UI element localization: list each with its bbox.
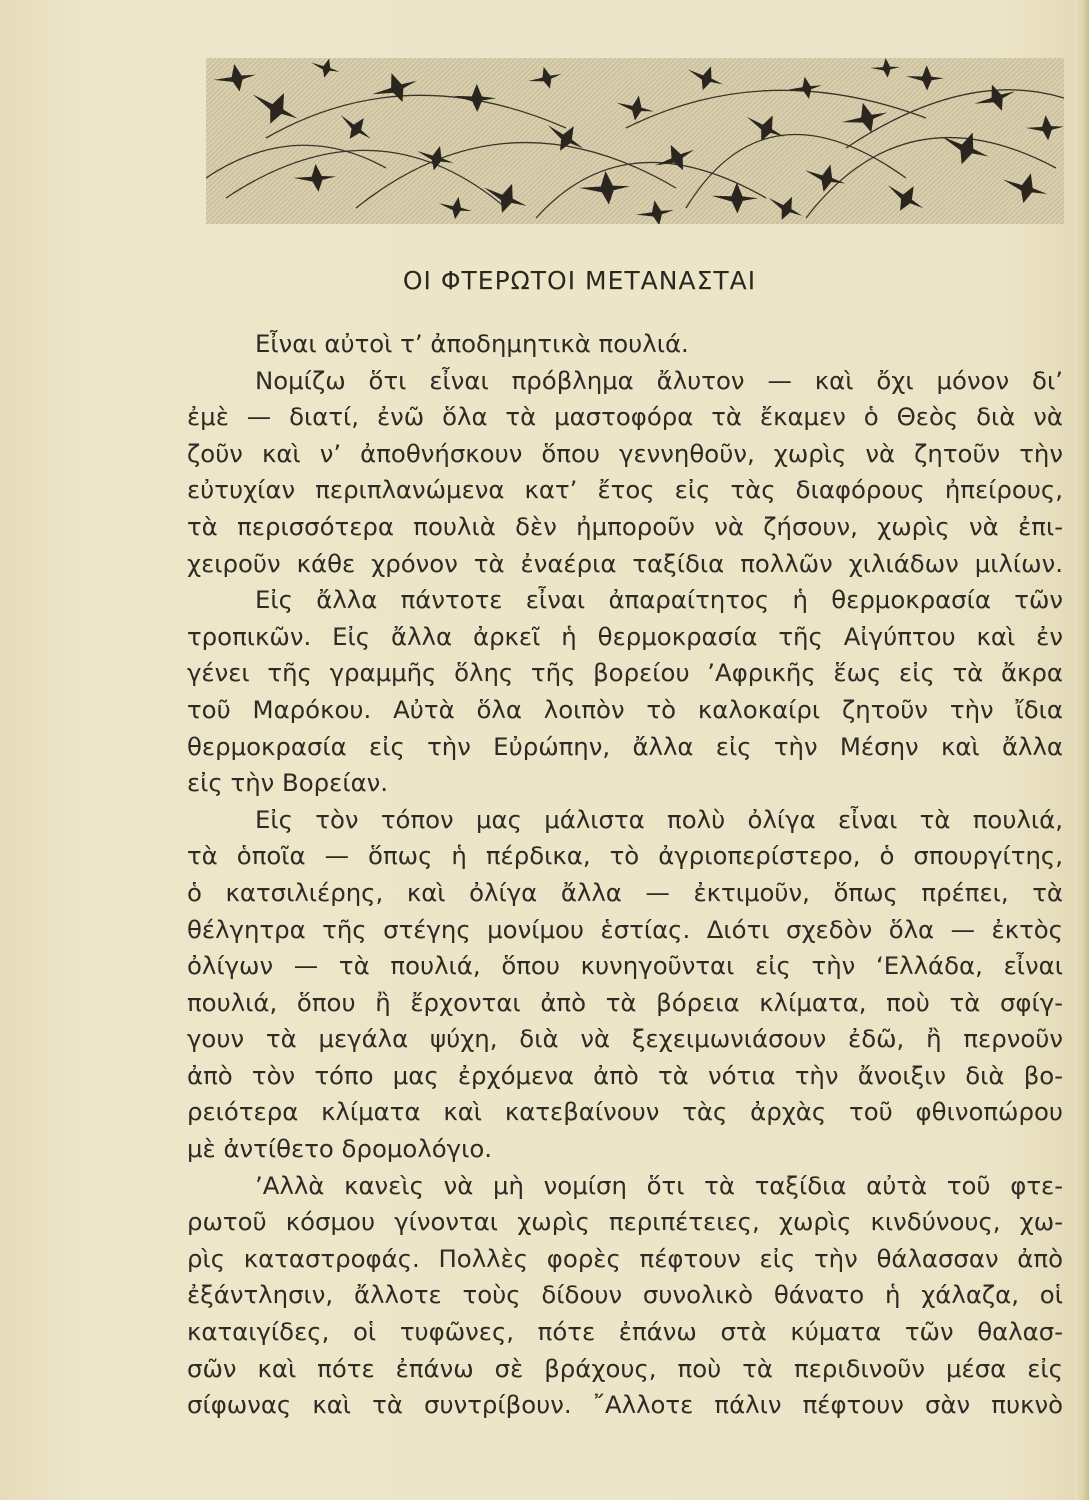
- text-line: θέλγητρα τῆς στέγης μονίμου ἑστίας. Διότι σχεδὸν ὅλα — ἐκτὸς: [187, 914, 1063, 944]
- chapter-title: ΟΙ ΦΤΕΡΩΤΟΙ ΜΕΤΑΝΑΣΤΑΙ: [402, 266, 757, 295]
- text-line: γένει τῆς γραμμῆς ὅλης τῆς βορείου ’Αφρικῆς ἕως εἰς τὰ ἄκρα: [187, 658, 1063, 688]
- text-line: ’Αλλὰ κανεὶς νὰ μὴ νομίση ὅτι τὰ ταξίδια αὐτὰ τοῦ φτε-: [255, 1170, 1063, 1200]
- text-line: ρὶς καταστροφάς. Πολλὲς φορὲς πέφτουν εἰς τὴν θάλασσαν ἀπὸ: [187, 1243, 1063, 1273]
- text-line: Εἰς ἄλλα πάντοτε εἶναι ἀπαραίτητος ἡ θερμοκρασία τῶν: [255, 585, 1063, 615]
- flock-of-birds-icon: [206, 58, 1064, 224]
- text-line: τὰ ὁποῖα — ὅπως ἡ πέρδικα, τὸ ἀγριοπερίστερο, ὁ σπουργίτης,: [187, 841, 1063, 871]
- text-line: ρειότερα κλίματα καὶ κατεβαίνουν τὰς ἀρχὰς τοῦ φθινοπώρου: [187, 1097, 1063, 1127]
- text-line: χειροῦν κάθε χρόνον τὰ ἐναέρια ταξίδια πολλῶν χιλιάδων μιλίων.: [187, 548, 1063, 578]
- text-line: ἐξάντλησιν, ἄλλοτε τοὺς δίδουν συνολικὸ θάνατο ἡ χάλαζα, οἱ: [187, 1280, 1063, 1310]
- text-line: ὀλίγων — τὰ πουλιά, ὅπου κυνηγοῦνται εἰς τὴν ‘Ελλάδα, εἶναι: [187, 951, 1063, 981]
- text-line: ὁ κατσιλιέρης, καὶ ὀλίγα ἄλλα — ἐκτιμοῦν, ὅπως πρέπει, τὰ: [187, 877, 1063, 907]
- text-line: εἰς τὴν Βορείαν.: [187, 768, 389, 798]
- text-line: τὰ περισσότερα πουλιὰ δὲν ἠμποροῦν νὰ ζήσουν, χωρὶς νὰ ἐπι-: [187, 511, 1063, 541]
- text-line: μὲ ἀντίθετο δρομολόγιο.: [187, 1134, 493, 1164]
- text-line: Εἶναι αὐτοὶ τ’ ἀποδημητικὰ πουλιά.: [255, 329, 689, 358]
- text-line: γουν τὰ μεγάλα ψύχη, διὰ νὰ ξεχειμωνιάσουν ἐδῶ, ἢ περνοῦν: [187, 1024, 1063, 1054]
- text-line: θερμοκρασία εἰς τὴν Εὐρώπην, ἄλλα εἰς τὴν Μέσην καὶ ἄλλα: [187, 731, 1063, 761]
- text-line: σῶν καὶ πότε ἐπάνω σὲ βράχους, ποὺ τὰ περιδινοῦν μέσα εἰς: [187, 1353, 1063, 1383]
- text-line: ρωτοῦ κόσμου γίνονται χωρὶς περιπέτειες, χωρὶς κινδύνους, χω-: [187, 1207, 1063, 1237]
- birds-illustration: [206, 58, 1064, 224]
- text-line: σίφωνας καὶ τὰ συντρίβουν. ῎Αλλοτε πάλιν πέφτουν σὰν πυκνὸ: [187, 1390, 1063, 1420]
- text-line: τοῦ Μαρόκου. Αὐτὰ ὅλα λοιπὸν τὸ καλοκαίρι ζητοῦν τὴν ἴδια: [187, 694, 1063, 724]
- text-line: Νομίζω ὅτι εἶναι πρόβλημα ἄλυτον — καὶ ὄχι μόνον δι’: [255, 365, 1063, 395]
- text-line: πουλιά, ὅπου ἢ ἔρχονται ἀπὸ τὰ βόρεια κλίματα, ποὺ τὰ σφίγ-: [187, 987, 1063, 1017]
- page-edge: [1075, 0, 1089, 1500]
- text-line: ἐμὲ — διατί, ἐνῶ ὅλα τὰ μαστοφόρα τὰ ἔκαμεν ὁ Θεὸς διὰ νὰ: [187, 402, 1063, 432]
- text-line: καταιγίδες, οἱ τυφῶνες, πότε ἐπάνω στὰ κύματα τῶν θαλασ-: [187, 1317, 1063, 1347]
- text-line: ἀπὸ τὸν τόπο μας ἐρχόμενα ἀπὸ τὰ νότια τὴν ἄνοιξιν διὰ βο-: [187, 1060, 1063, 1090]
- body-text: [187, 326, 1063, 1424]
- text-line: ζοῦν καὶ ν’ ἀποθνήσκουν ὅπου γεννηθοῦν, χωρὶς νὰ ζητοῦν τὴν: [187, 438, 1063, 468]
- text-line: τροπικῶν. Εἰς ἄλλα ἀρκεῖ ἡ θερμοκρασία τῆς Αἰγύπτου καὶ ἐν: [187, 621, 1063, 651]
- text-line: Εἰς τὸν τόπον μας μάλιστα πολὺ ὀλίγα εἶναι τὰ πουλιά,: [255, 804, 1063, 834]
- text-line: εὐτυχίαν περιπλανώμενα κατ’ ἔτος εἰς τὰς διαφόρους ἠπείρους,: [187, 475, 1063, 505]
